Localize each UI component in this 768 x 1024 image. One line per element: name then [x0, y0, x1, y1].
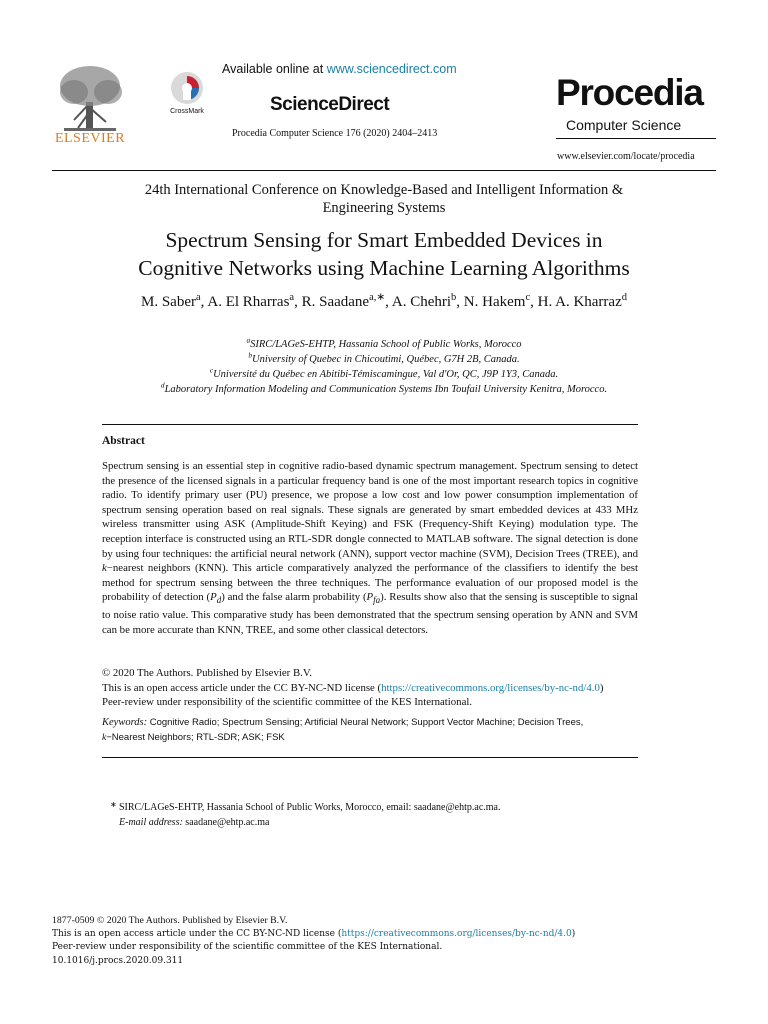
bottom-publication-info: 1877-0509 © 2020 The Authors. Published by Elsevier B.V. This is an open access article under the CC BY-NC-ND license (https://creativecommons.org/licenses/by-nc-nd/4.0) Peer-review under responsibility of the scientific committee of the KES International. 10.1016/j.procs.2020.09.311: [52, 914, 575, 968]
abstract-top-rule: [102, 424, 638, 425]
affiliation: $^a$SIRC/LAGeS-EHTP, Hassania School of Public Works, Morocco: [246, 335, 522, 350]
corresponding-author-footnote: SIRC/LAGeS-EHTP, Hassania School of Public Works, Morocco, email: saadane@ehtp.ac.ma. E-mail address: saadane@ehtp.ac.ma: [119, 802, 501, 828]
elsevier-wordmark: ELSEVIER: [54, 131, 126, 146]
license-link[interactable]: https://creativecommons.org/licenses/by-nc-nd/4.0: [381, 681, 600, 694]
footnote-mark: ∗: [110, 800, 117, 809]
paper-title: Spectrum Sensing for Smart Embedded Devices in Cognitive Networks using Machine Learning Algorithms: [138, 228, 630, 280]
available-online: Available online at www.sciencedirect.com: [222, 62, 457, 76]
bottom-license-link[interactable]: https://creativecommons.org/licenses/by-nc-nd/4.0: [341, 928, 572, 939]
author-list: M. Saber$^a$, A. El Rharras$^a$, R. Saadane$^{a,∗}$, A. Chehri$^b$, N. Hakem$^c$, H. A. Kharraz$^d$: [141, 292, 627, 310]
procedia-logo: Procedia: [556, 72, 703, 113]
procedia-underline: [556, 138, 716, 139]
affiliation: $^b$University of Quebec in Chicoutimi, Québec, G7H 2B, Canada.: [248, 350, 520, 365]
procedia-subtitle: Computer Science: [566, 117, 682, 133]
journal-reference: Procedia Computer Science 176 (2020) 2404–2413: [232, 128, 438, 139]
author: A. El Rharras$^a$: [207, 292, 295, 310]
keywords: Keywords: Cognitive Radio; Spectrum Sensing; Artificial Neural Network; Support Vector Machine; Decision Trees, k−Nearest Neighbors; RTL-SDR; ASK; FSK: [102, 717, 584, 743]
affiliation: $^c$Université du Québec en Abitibi-Témiscamingue, Val d'Or, QC, J9P 1Y3, Canada.: [209, 365, 559, 380]
author: H. A. Kharraz$^d$: [537, 292, 627, 310]
abstract-text: Spectrum sensing is an essential step in cognitive radio-based dynamic spectrum management. Spectrum sensing to detect the presence of the licensed signals in a particular frequency band is one of the most important research topics in cognitive radio. To identify primary user (PU) presence, we propose a low cost and low power consumption implementation of spectrum sensing operation based on real signals. These signals are generated by smart embedded devices at 433 MHz wireless transmitter using ASK (Amplitude-Shift Keying) and FSK (Frequency-Shift Keying) modulation type. The reception interface is constructed using an RTL-SDR dongle connected to MATLAB software. The signal detection is done by using four techniques: the artificial neural network (ANN), support vector machine (SVM), Decision Trees (TREE), and k−nearest neighbors (KNN). This article comparatively analyzed the performance of the classifiers to identify the best method for spectrum sensing between the three techniques. The performance evaluation of our proposed model is the probability of detection $(P_d)$ and the false alarm probability $(P_{fa})$. Results show also that the sensing is susceptible to signal to noise ratio value. This comparative study has been demonstrated that the spectrum sensing operation by ANN and SVM can be more accurate than KNN, TREE, and some other classical detectors.: [102, 460, 638, 636]
doi[interactable]: 10.1016/j.procs.2020.09.311: [52, 955, 184, 966]
conference-name: 24th International Conference on Knowledge-Based and Intelligent Information & Engineering Systems: [144, 182, 624, 216]
header-divider: [52, 170, 716, 171]
sciencedirect-logo: ScienceDirect: [270, 94, 390, 115]
author: R. Saadane$^{a,∗}$: [301, 292, 386, 310]
sciencedirect-link[interactable]: www.sciencedirect.com: [326, 62, 457, 76]
copyright-notice: © 2020 The Authors. Published by Elsevier B.V. This is an open access article under the CC BY-NC-ND license (https://creativecommons.org/licenses/by-nc-nd/4.0) Peer-review under responsibility of the scientific committee of the KES International.: [102, 667, 604, 709]
affiliation: $^d$Laboratory Information Modeling and Communication Systems Ibn Toufail University Kenitra, Morocco.: [160, 380, 608, 395]
affiliations: [52, 337, 716, 397]
author: N. Hakem$^c$: [463, 292, 531, 310]
journal-url[interactable]: www.elsevier.com/locate/procedia: [557, 151, 695, 162]
author: A. Chehri$^b$: [391, 292, 457, 310]
crossmark-label: CrossMark: [170, 108, 204, 115]
abstract-heading: Abstract: [102, 435, 145, 447]
email-address[interactable]: saadane@ehtp.ac.ma: [185, 817, 270, 828]
keywords-bottom-rule: [102, 757, 638, 758]
author: M. Saber$^a$: [141, 292, 201, 310]
